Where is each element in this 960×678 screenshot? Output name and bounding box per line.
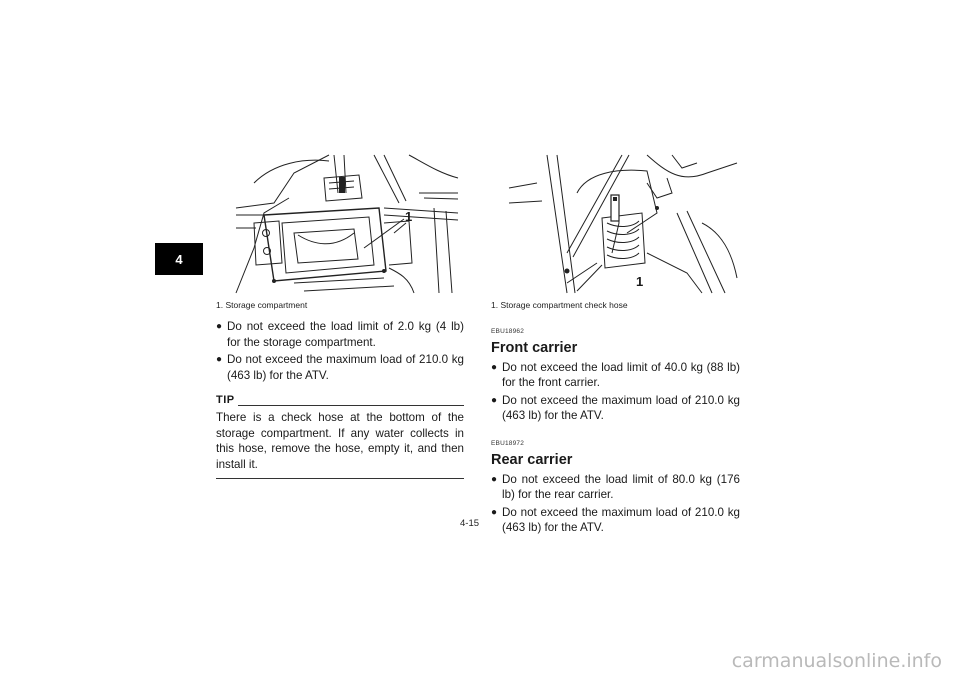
front-carrier-bullet: [491, 393, 740, 424]
bullet-text: Do not exceed the maximum load of 210.0 kg (463 lb) for the ATV.: [502, 505, 740, 535]
left-bullet-item: [216, 352, 464, 383]
bullet-text: Do not exceed the maximum load of 210.0 kg (463 lb) for the ATV.: [502, 393, 740, 423]
tip-label: TIP: [216, 394, 235, 407]
tip-text: There is a check hose at the bottom of the storage compartment. If any water collects in this hose, remove the hose, empty it, and then install it.: [216, 410, 464, 471]
rear-carrier-bullet: [491, 505, 740, 536]
bullet-dot-icon: ●: [491, 394, 498, 406]
tip-rule: [238, 405, 464, 406]
section-code: EBU18962: [491, 328, 525, 335]
check-hose-figure-caption: 1. Storage compartment check hose: [491, 300, 628, 310]
bullet-dot-icon: ●: [491, 506, 498, 518]
storage-compartment-illustration: [234, 153, 460, 296]
rear-carrier-bullet: [491, 472, 740, 503]
storage-callout-number: 1: [405, 209, 413, 224]
chapter-tab: [155, 243, 203, 275]
check-hose-figure: [507, 153, 739, 296]
check-hose-callout-number: 1: [636, 274, 644, 289]
front-carrier-bullet: [491, 360, 740, 391]
bullet-dot-icon: ●: [216, 321, 223, 332]
check-hose-illustration: [507, 153, 739, 296]
left-column: [216, 319, 464, 479]
bullet-text: Do not exceed the load limit of 80.0 kg (176 lb) for the rear carrier.: [502, 472, 740, 502]
footer-watermark: carmanualsonline.info: [731, 650, 942, 672]
front-carrier-heading: Front carrier: [491, 339, 578, 356]
left-bullet-item: [216, 319, 464, 350]
tip-header: [216, 393, 464, 409]
bullet-dot-icon: ●: [491, 473, 498, 485]
storage-figure-caption: 1. Storage compartment: [216, 300, 308, 310]
right-column: [491, 316, 740, 538]
section-code: EBU18972: [491, 439, 525, 447]
storage-compartment-figure: [234, 153, 460, 296]
bullet-dot-icon: ●: [216, 354, 223, 366]
bullet-text: Do not exceed the load limit of 40.0 kg (88 lb) for the front carrier.: [502, 360, 740, 390]
page-number: 4-15: [460, 518, 480, 529]
chapter-number: 4: [175, 251, 183, 267]
bullet-text: Do not exceed the load limit of 2.0 kg (4 lb) for the storage compartment.: [227, 320, 464, 349]
bullet-dot-icon: ●: [491, 361, 498, 373]
bullet-text: Do not exceed the maximum load of 210.0 kg (463 lb) for the ATV.: [227, 353, 464, 382]
rear-carrier-heading: Rear carrier: [491, 451, 573, 468]
tip-end-rule: [216, 478, 464, 479]
